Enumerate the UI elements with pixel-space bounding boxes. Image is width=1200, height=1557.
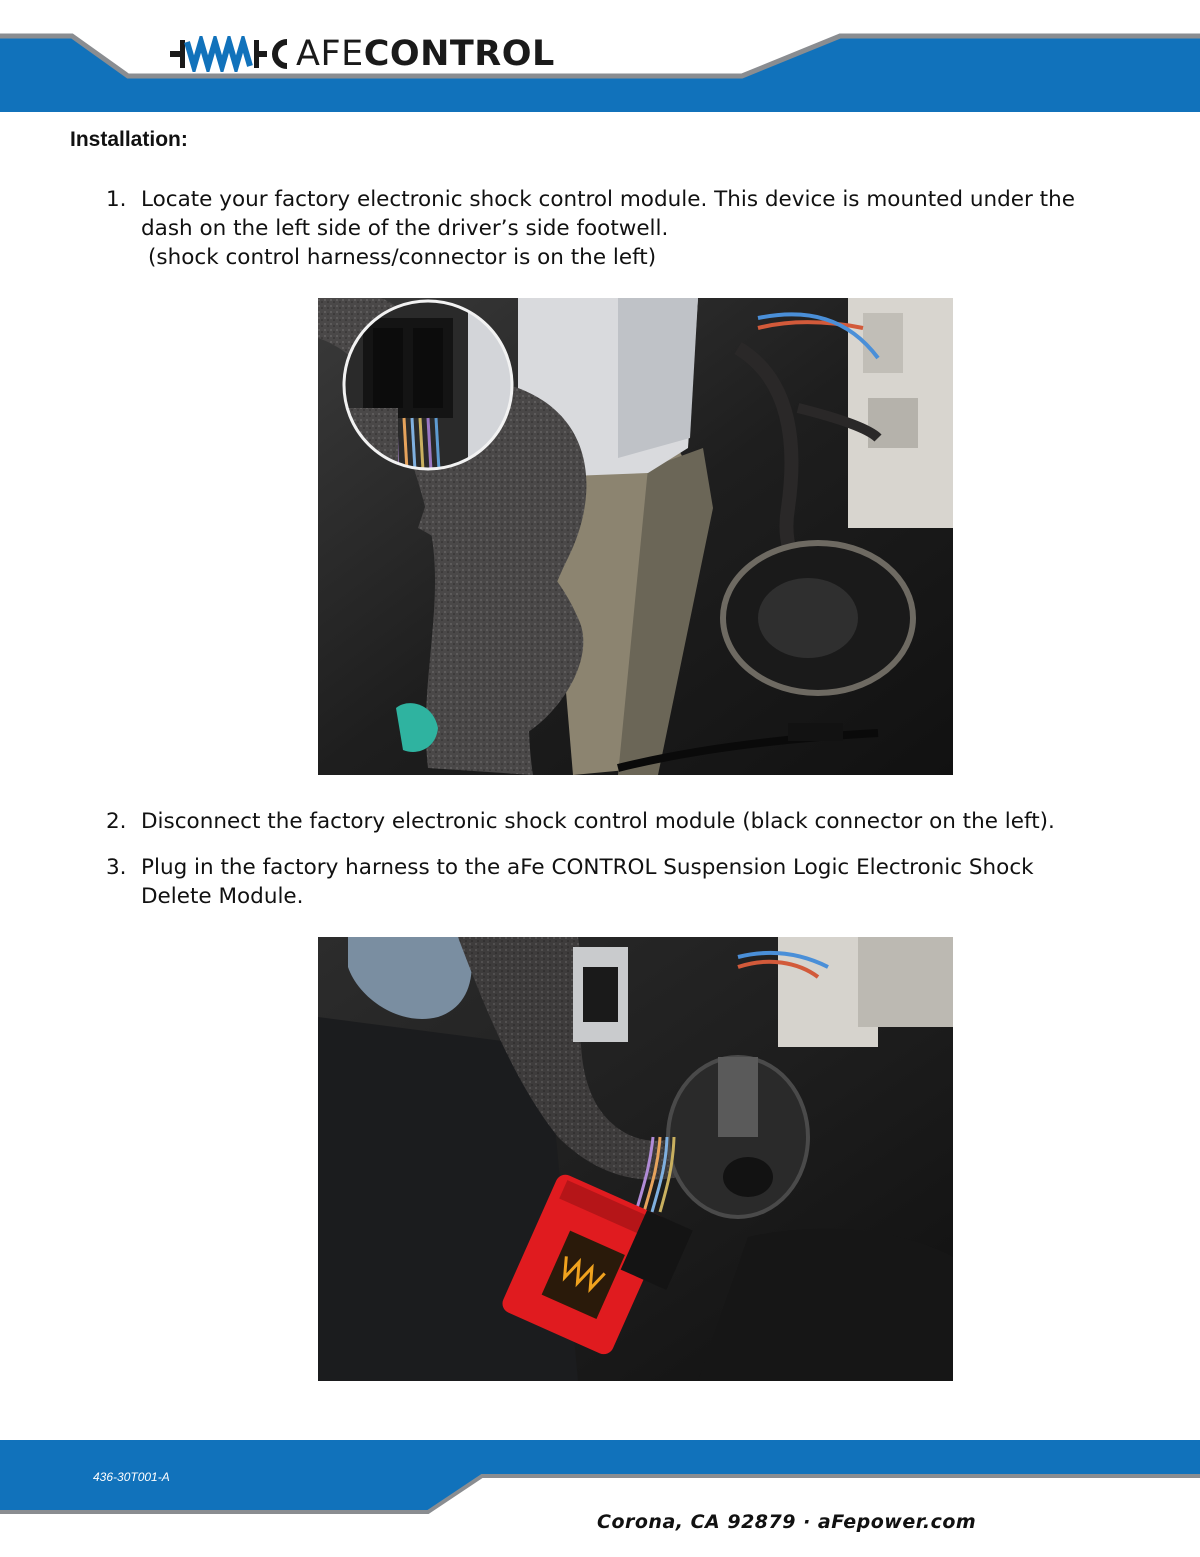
brand-control: CONTROL — [363, 34, 555, 74]
section-heading: Installation: — [70, 128, 188, 151]
step-text-line: dash on the left side of the driver’s side footwell. — [141, 216, 669, 241]
shock-delete-module-installed-photo — [318, 937, 953, 1381]
shock-spring-icon — [170, 36, 288, 72]
step-number: 1. — [106, 187, 127, 212]
step-text-line: Locate your factory electronic shock control module. This device is mounted under the — [141, 187, 1075, 212]
afe-control-logo — [170, 36, 555, 72]
shock-control-module-photo — [318, 298, 953, 775]
step-text-line: Disconnect the factory electronic shock control module (black connector on the left). — [141, 809, 1055, 834]
footer-contact: Corona, CA 92879 · aFepower.com — [597, 1511, 977, 1533]
step-number: 3. — [106, 855, 127, 880]
brand-afe: AFE — [296, 34, 364, 74]
document-number: 436-30T001-A — [93, 1470, 170, 1484]
step-note: (shock control harness/connector is on the left) — [148, 245, 657, 270]
step-text-line: Delete Module. — [141, 884, 304, 909]
step-text-line: Plug in the factory harness to the aFe CONTROL Suspension Logic Electronic Shock — [141, 855, 1034, 880]
step-number: 2. — [106, 809, 127, 834]
page-footer — [0, 1440, 1200, 1553]
